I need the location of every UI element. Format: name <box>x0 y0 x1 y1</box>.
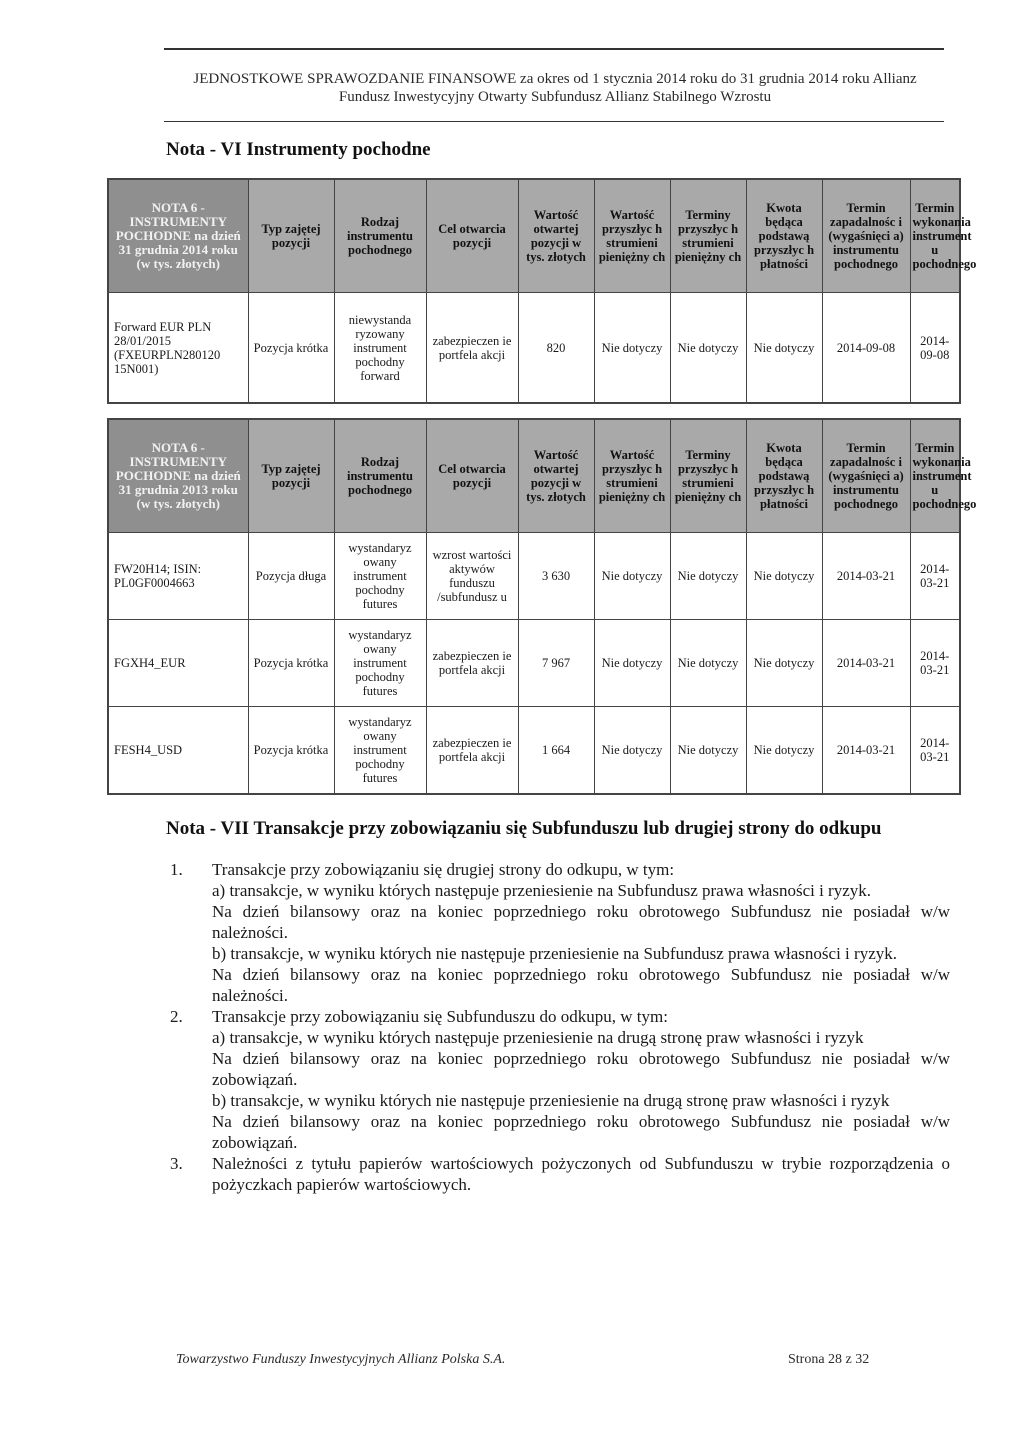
column-header: Termin wykonania instrument u pochodnego <box>910 179 960 293</box>
list-item-sub-a: a) transakcje, w wyniku których następuje przeniesienie na Subfundusz prawa własności i ryzyk. <box>212 881 872 900</box>
table-cell: zabezpieczen ie portfela akcji <box>426 620 518 707</box>
list-item-sub-b: b) transakcje, w wyniku których nie następuje przeniesienie na Subfundusz prawa własności i ryzyk. <box>212 944 897 963</box>
section-6-title: Nota - VI Instrumenty pochodne <box>166 139 431 160</box>
table-cell: wystandaryz owany instrument pochodny futures <box>334 620 426 707</box>
list-item-sub-b-note: Na dzień bilansowy oraz na koniec poprzedniego roku obrotowego Subfundusz nie posiadał w/w zobowiązań. <box>212 1112 950 1152</box>
table-row <box>108 707 960 795</box>
table-cell: Pozycja krótka <box>248 293 334 404</box>
list-item-sub-b-note: Na dzień bilansowy oraz na koniec poprzedniego roku obrotowego Subfundusz nie posiadał w/w należności. <box>212 965 950 1005</box>
column-header: Wartość przyszłyc h strumieni pieniężny ch <box>594 179 670 293</box>
table-cell: 2014-03-21 <box>822 620 910 707</box>
table-cell: 2014-09-08 <box>822 293 910 404</box>
list-item-sub-a-note: Na dzień bilansowy oraz na koniec poprzedniego roku obrotowego Subfundusz nie posiadał w/w zobowiązań. <box>212 1049 950 1089</box>
table-cell: Pozycja krótka <box>248 620 334 707</box>
table-cell: Nie dotyczy <box>670 533 746 620</box>
table-cell: wystandaryz owany instrument pochodny futures <box>334 533 426 620</box>
table-cell: Nie dotyczy <box>746 620 822 707</box>
table-cell: Pozycja długa <box>248 533 334 620</box>
table-cell: Nie dotyczy <box>594 620 670 707</box>
header-line-2: Fundusz Inwestycyjny Otwarty Subfundusz Allianz Stabilnego Wzrostu <box>338 89 772 105</box>
column-header: Wartość przyszłyc h strumieni pieniężny ch <box>594 419 670 533</box>
list-item <box>170 1153 950 1195</box>
page-number: Strona 28 z 32 <box>788 1352 870 1367</box>
list-item-sub-a: a) transakcje, w wyniku których następuje przeniesienie na drugą stronę praw własności i ryzyk <box>212 1028 864 1047</box>
table-cell: niewystanda ryzowany instrument pochodny forward <box>334 293 426 404</box>
table-header-row <box>108 179 960 293</box>
list-item <box>170 859 950 1006</box>
list-item-number: 2. <box>170 1007 183 1026</box>
table-cell: Nie dotyczy <box>594 293 670 404</box>
column-header: Rodzaj instrumentu pochodnego <box>334 419 426 533</box>
column-header: Typ zajętej pozycji <box>248 179 334 293</box>
table-row <box>108 293 960 404</box>
list-item-sub-b: b) transakcje, w wyniku których nie następuje przeniesienie na drugą stronę praw własności i ryzyk <box>212 1091 890 1110</box>
table-cell: 2014-03-21 <box>910 620 960 707</box>
column-header: Kwota będąca podstawą przyszłyc h płatności <box>746 419 822 533</box>
table-cell: 2014-03-21 <box>822 707 910 795</box>
list-item-title: Transakcje przy zobowiązaniu się drugiej strony do odkupu, w tym: <box>212 860 675 879</box>
table-cell: 1 664 <box>518 707 594 795</box>
column-header: Wartość otwartej pozycji w tys. złotych <box>518 419 594 533</box>
column-header: Cel otwarcia pozycji <box>426 419 518 533</box>
list-item-title: Należności z tytułu papierów wartościowych pożyczonych od Subfunduszu w trybie rozporządzenia o pożyczkach papierów wartościowych. <box>212 1154 950 1194</box>
column-header: Termin zapadalnośc i (wygaśnięci a) instrumentu pochodnego <box>822 179 910 293</box>
list-item-sub-a-note: Na dzień bilansowy oraz na koniec poprzedniego roku obrotowego Subfundusz nie posiadał w/w należności. <box>212 902 950 942</box>
repo-transactions-list <box>170 859 950 1195</box>
table-cell: Nie dotyczy <box>670 707 746 795</box>
column-header: NOTA 6 - INSTRUMENTY POCHODNE na dzień 31 grudnia 2013 roku (w tys. złotych) <box>108 419 248 533</box>
column-header: Termin wykonania instrument u pochodnego <box>910 419 960 533</box>
table-cell: FESH4_USD <box>108 707 248 795</box>
table-cell: Nie dotyczy <box>670 620 746 707</box>
table-cell: 3 630 <box>518 533 594 620</box>
header-top-rule <box>164 48 944 50</box>
column-header: Typ zajętej pozycji <box>248 419 334 533</box>
list-item-title: Transakcje przy zobowiązaniu się Subfunduszu do odkupu, w tym: <box>212 1007 668 1026</box>
table-cell: wystandaryz owany instrument pochodny futures <box>334 707 426 795</box>
derivatives-table-2013 <box>107 418 977 795</box>
section-7-title: Nota - VII Transakcje przy zobowiązaniu się Subfunduszu lub drugiej strony do odkupu <box>166 818 882 839</box>
table-cell: 7 967 <box>518 620 594 707</box>
footer-company: Towarzystwo Funduszy Inwestycyjnych Allianz Polska S.A. <box>176 1352 506 1367</box>
table-cell: Forward EUR PLN 28/01/2015 (FXEURPLN280120 15N001) <box>108 293 248 404</box>
column-header: NOTA 6 - INSTRUMENTY POCHODNE na dzień 31 grudnia 2014 roku (w tys. złotych) <box>108 179 248 293</box>
list-item-number: 3. <box>170 1154 183 1173</box>
list-item <box>170 1006 950 1153</box>
table-cell: 2014-03-21 <box>910 533 960 620</box>
table-cell: Nie dotyczy <box>746 293 822 404</box>
table-cell: Nie dotyczy <box>746 533 822 620</box>
table-cell: Nie dotyczy <box>594 533 670 620</box>
table-cell: zabezpieczen ie portfela akcji <box>426 707 518 795</box>
table-cell: zabezpieczen ie portfela akcji <box>426 293 518 404</box>
table-cell: 820 <box>518 293 594 404</box>
column-header: Terminy przyszłyc h strumieni pieniężny ch <box>670 179 746 293</box>
table-cell: wzrost wartości aktywów funduszu /subfundusz u <box>426 533 518 620</box>
column-header: Termin zapadalnośc i (wygaśnięci a) instrumentu pochodnego <box>822 419 910 533</box>
column-header: Terminy przyszłyc h strumieni pieniężny ch <box>670 419 746 533</box>
table-cell: 2014-09-08 <box>910 293 960 404</box>
table-cell: FGXH4_EUR <box>108 620 248 707</box>
column-header: Kwota będąca podstawą przyszłyc h płatności <box>746 179 822 293</box>
header-bottom-rule <box>164 121 944 122</box>
table-cell: Nie dotyczy <box>746 707 822 795</box>
table-header-row <box>108 419 960 533</box>
table-cell: Nie dotyczy <box>670 293 746 404</box>
derivatives-table-2014 <box>107 178 977 404</box>
table-row <box>108 533 960 620</box>
table-cell: 2014-03-21 <box>822 533 910 620</box>
list-item-number: 1. <box>170 860 183 879</box>
table-cell: Nie dotyczy <box>594 707 670 795</box>
column-header: Wartość otwartej pozycji w tys. złotych <box>518 179 594 293</box>
table-cell: 2014-03-21 <box>910 707 960 795</box>
column-header: Cel otwarcia pozycji <box>426 179 518 293</box>
table-cell: Pozycja krótka <box>248 707 334 795</box>
column-header: Rodzaj instrumentu pochodnego <box>334 179 426 293</box>
header-line-1: JEDNOSTKOWE SPRAWOZDANIE FINANSOWE za okres od 1 stycznia 2014 roku do 31 grudnia 2014 roku Allianz <box>193 71 917 87</box>
document-header <box>150 70 960 106</box>
table-row <box>108 620 960 707</box>
table-cell: FW20H14; ISIN: PL0GF0004663 <box>108 533 248 620</box>
